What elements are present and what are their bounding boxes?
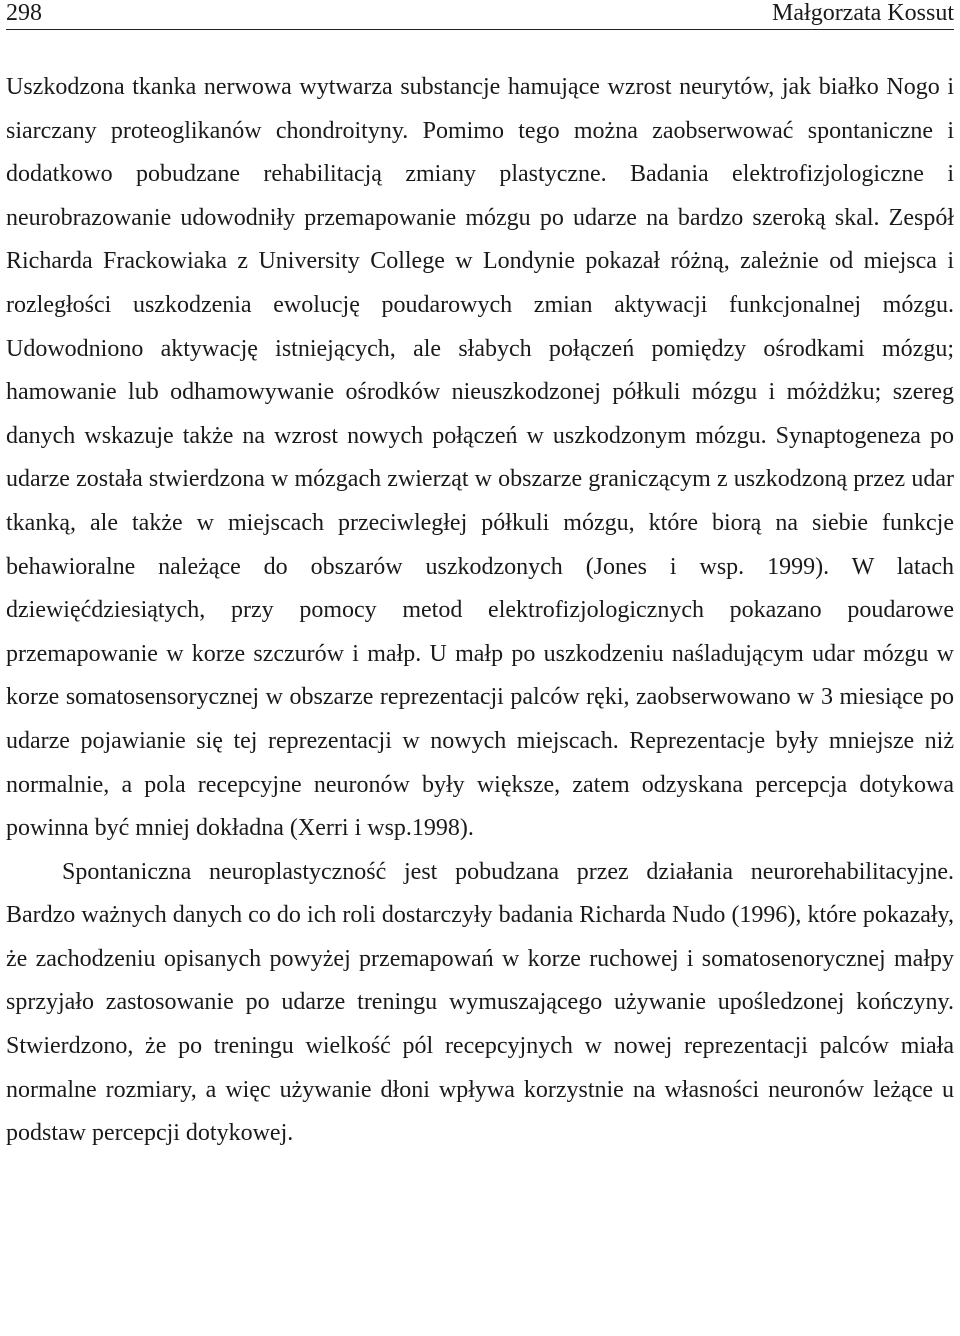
paragraph-neurorehabilitation: Spontaniczna neuroplastyczność jest pobudzana przez działania neurorehabilitacyjne. Bardzo ważnych danych co do ich roli dostarczyły badania Richarda Nudo (1996), które pokazały, że zachodzeniu opisanych powyżej przemapowań w korze ruchowej i somatosenorycznej małpy sprzyjało zastosowanie po udarze treningu wymuszającego używanie upośledzonej kończyny. Stwierdzono, że po treningu wielkość pól recepcyjnych w nowej reprezentacji palców miała normalne rozmiary, a więc używanie dłoni wpływa korzystnie na własności neuronów leżące u podstaw percepcji dotykowej. — [6, 858, 954, 1147]
page-header — [6, 0, 954, 30]
page-number: 298 — [6, 0, 42, 26]
body-text — [6, 66, 954, 1156]
running-head-author: Małgorzata Kossut — [772, 0, 954, 26]
paragraph-neuroplasticity-after-stroke: Uszkodzona tkanka nerwowa wytwarza substancje hamujące wzrost neurytów, jak białko Nogo i siarczany proteoglikanów chondroityny. Pomimo tego można zaobserwować spontaniczne i dodatkowo pobudzane rehabilitacją zmiany plastyczne. Badania elektrofizjologiczne i neurobrazowanie udowodniły przemapowanie mózgu po udarze na bardzo szeroką skal. Zespół Richarda Frackowiaka z University College w Londynie pokazał różną, zależnie od miejsca i rozległości uszkodzenia ewolucję poudarowych zmian aktywacji funkcjonalnej mózgu. Udowodniono aktywację istniejących, ale słabych połączeń pomiędzy ośrodkami mózgu; hamowanie lub odhamowywanie ośrodków nieuszkodzonej półkuli mózgu i móżdżku; szereg danych wskazuje także na wzrost nowych połączeń w uszkodzonym mózgu. Synaptogeneza po udarze została stwierdzona w mózgach zwierząt w obszarze graniczącym z uszkodzoną przez udar tkanką, ale także w miejscach przeciwległej półkuli mózgu, które biorą na siebie funkcje behawioralne należące do obszarów uszkodzonych (Jones i wsp. 1999). W latach dziewięćdziesiątych, przy pomocy metod elektrofizjologicznych pokazano poudarowe przemapowanie w korze szczurów i małp. U małp po uszkodzeniu naśladującym udar mózgu w korze somatosensorycznej w obszarze reprezentacji palców ręki, zaobserwowano w 3 miesiące po udarze pojawianie się tej reprezentacji w nowych miejscach. Reprezentacje były mniejsze niż normalnie, a pola recepcyjne neuronów były większe, zatem odzyskana percepcja dotykowa powinna być mniej dokładna (Xerri i wsp.1998). — [6, 74, 954, 842]
